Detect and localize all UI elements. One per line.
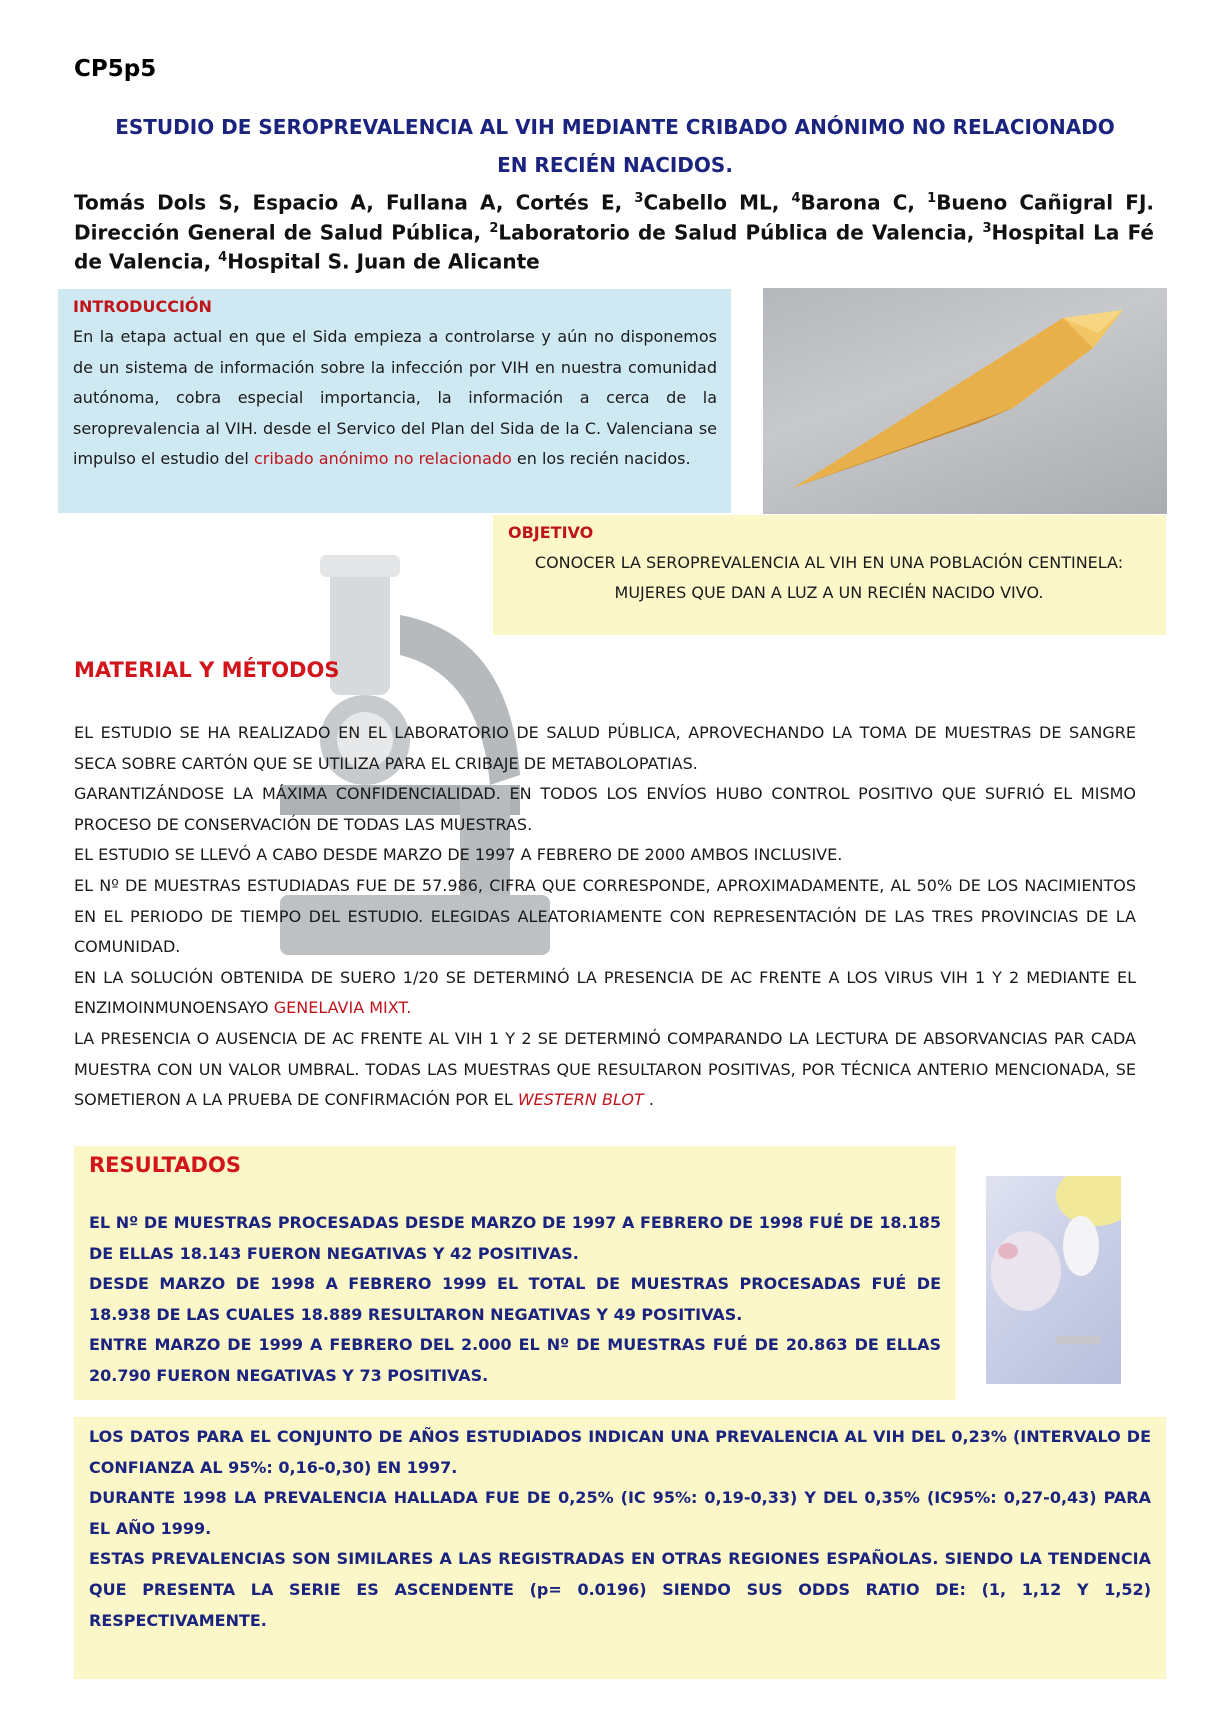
mm-paragraph: GARANTIZÁNDOSE LA MÁXIMA CONFIDENCIALIDAD. EN TODOS LOS ENVÍOS HUBO CONTROL POSITIVO QUE SUFRIÓ EL MISMO PROCESO DE CONSERVACIÓN DE TODAS LAS MUESTRAS.	[74, 784, 1136, 834]
mm-text: EN LA SOLUCIÓN OBTENIDA DE SUERO 1/20 SE DETERMINÓ LA PRESENCIA DE AC FRENTE A LOS VIRUS VIH 1 Y 2 MEDIANTE EL ENZIMOINMUNOENSAYO	[74, 967, 1136, 1018]
baby-toy-photo	[986, 1176, 1121, 1384]
objetivo-heading: OBJETIVO	[508, 523, 594, 542]
mm-paragraph	[74, 1024, 1136, 1116]
intro-highlight: cribado anónimo no relacionado	[253, 449, 512, 468]
affiliation-mark: 4	[218, 250, 228, 266]
poster-code: CP5p5	[74, 56, 157, 82]
intro-body-end: en los recién nacidos.	[511, 449, 691, 468]
title-line-1: ESTUDIO DE SEROPREVALENCIA AL VIH MEDIANTE CRIBADO ANÓNIMO NO RELACIONADO	[115, 115, 1115, 139]
mm-paragraph	[74, 963, 1136, 1024]
res2-paragraph: LOS DATOS PARA EL CONJUNTO DE AÑOS ESTUDIADOS INDICAN UNA PREVALENCIA AL VIH DEL 0,23% (INTERVALO DE CONFIANZA AL 95%: 0,16-0,30) EN 1997.	[89, 1427, 1151, 1477]
plane-body	[793, 318, 1093, 488]
mm-text-end: .	[643, 1090, 654, 1110]
rattle	[1056, 1336, 1101, 1344]
author-text: Hospital La Fé de Valencia,	[74, 220, 1154, 274]
author-text: Laboratorio de Salud Pública de Valencia,	[498, 220, 983, 245]
material-metodos-heading: MATERIAL Y MÉTODOS	[74, 658, 340, 682]
paper-plane-photo	[763, 288, 1167, 514]
author-text: Cabello ML,	[643, 190, 792, 215]
resultados-text	[89, 1208, 941, 1391]
res-paragraph: DESDE MARZO DE 1998 A FEBRERO 1999 EL TOTAL DE MUESTRAS PROCESADAS FUÉ DE 18.938 DE LAS CUALES 18.889 RESULTARON NEGATIVAS Y 49 POSITIVAS.	[89, 1274, 941, 1324]
author-text: Barona C,	[800, 190, 928, 215]
material-metodos-text	[74, 718, 1136, 1116]
resultados-heading: RESULTADOS	[89, 1153, 241, 1177]
toy-ear	[998, 1243, 1018, 1259]
author-text: Tomás Dols S, Espacio A, Fullana A, Cortés E,	[74, 190, 635, 215]
paper-plane-illustration	[763, 288, 1167, 514]
affiliation-mark: 2	[489, 220, 499, 236]
author-text: Hospital S. Juan de Alicante	[227, 249, 540, 274]
res2-paragraph: DURANTE 1998 LA PREVALENCIA HALLADA FUE DE 0,25% (IC 95%: 0,19-0,33) Y DEL 0,35% (IC95%: 0,27-0,43) PARA EL AÑO 1999.	[89, 1488, 1151, 1538]
objetivo-line-1: CONOCER LA SEROPREVALENCIA AL VIH EN UNA POBLACIÓN CENTINELA:	[534, 553, 1124, 572]
yellow-blanket	[1056, 1176, 1121, 1226]
mm-text: LA PRESENCIA O AUSENCIA DE AC FRENTE AL VIH 1 Y 2 SE DETERMINÓ COMPARANDO LA LECTURA DE ABSORVANCIAS PAR CADA MUESTRA CON UN VALOR UMBRAL. TODAS LAS MUESTRAS QUE RESULTARON POSITIVAS, POR TÉCNICA ANTERIO MENCIONADA, SE SOMETIERON A LA PRUEBA DE CONFIRMACIÓN POR EL	[74, 1028, 1136, 1110]
mm-western-blot: WESTERN BLOT	[517, 1090, 644, 1110]
toy-bear	[991, 1231, 1061, 1311]
poster-title	[60, 108, 1170, 184]
intro-body: En la etapa actual en que el Sida empieza a controlarse y aún no disponemos de un sistema de información sobre la infección por VIH en nuestra comunidad autónoma, cobra especial importancia, la información a cerca de la seroprevalencia al VIH. desde el Servico del Plan del Sida de la C. Valenciana se impulso el estudio del	[73, 327, 717, 468]
baby-toy-illustration	[986, 1176, 1121, 1384]
res2-paragraph: ESTAS PREVALENCIAS SON SIMILARES A LAS REGISTRADAS EN OTRAS REGIONES ESPAÑOLAS. SIENDO LA TENDENCIA QUE PRESENTA LA SERIE ES ASCENDENTE (p= 0.0196) SIENDO SUS ODDS RATIO DE: (1, 1,12 Y 1,52) RESPECTIVAMENTE.	[89, 1549, 1151, 1630]
introduccion-heading: INTRODUCCIÓN	[73, 297, 212, 316]
microscope-eyepiece	[320, 555, 400, 577]
mm-paragraph: EL Nº DE MUESTRAS ESTUDIADAS FUE DE 57.986, CIFRA QUE CORRESPONDE, APROXIMADAMENTE, AL 50% DE LOS NACIMIENTOS EN EL PERIODO DE TIEMPO DEL ESTUDIO. ELEGIDAS ALEATORIAMENTE CON REPRESENTACIÓN DE LAS TRES PROVINCIAS DE LA COMUNIDAD.	[74, 875, 1136, 957]
affiliation-mark: 3	[634, 191, 644, 206]
conclusiones-text	[89, 1422, 1151, 1636]
mm-paragraph: EL ESTUDIO SE LLEVÓ A CABO DESDE MARZO DE 1997 A FEBRERO DE 2000 AMBOS INCLUSIVE.	[74, 845, 843, 865]
objetivo-text	[505, 548, 1153, 608]
objetivo-line-2: MUJERES QUE DAN A LUZ A UN RECIÉN NACIDO VIVO.	[614, 583, 1044, 602]
affiliation-mark: 1	[927, 191, 937, 206]
title-line-2: EN RECIÉN NACIDOS.	[497, 153, 733, 177]
affiliation-mark: 3	[982, 220, 992, 236]
mm-paragraph: EL ESTUDIO SE HA REALIZADO EN EL LABORATORIO DE SALUD PÚBLICA, APROVECHANDO LA TOMA DE MUESTRAS DE SANGRE SECA SOBRE CARTÓN QUE SE UTILIZA PARA EL CRIBAJE DE METABOLOPATIAS.	[74, 723, 1136, 773]
res-paragraph: ENTRE MARZO DE 1999 A FEBRERO DEL 2.000 EL Nº DE MUESTRAS FUÉ DE 20.863 DE ELLAS 20.790 FUERON NEGATIVAS Y 73 POSITIVAS.	[89, 1335, 941, 1385]
baby-shoe	[1063, 1216, 1099, 1276]
authors-affiliations	[74, 186, 1154, 275]
res-paragraph: EL Nº DE MUESTRAS PROCESADAS DESDE MARZO DE 1997 A FEBRERO DE 1998 FUÉ DE 18.185 DE ELLAS 18.143 FUERON NEGATIVAS Y 42 POSITIVAS.	[89, 1213, 941, 1263]
affiliation-mark: 4	[791, 191, 801, 206]
author-text: Bueno Cañigral FJ. Dirección General de Salud Pública,	[74, 190, 1154, 245]
mm-assay-name: GENELAVIA MIXT.	[273, 998, 412, 1018]
introduccion-text	[73, 322, 717, 475]
